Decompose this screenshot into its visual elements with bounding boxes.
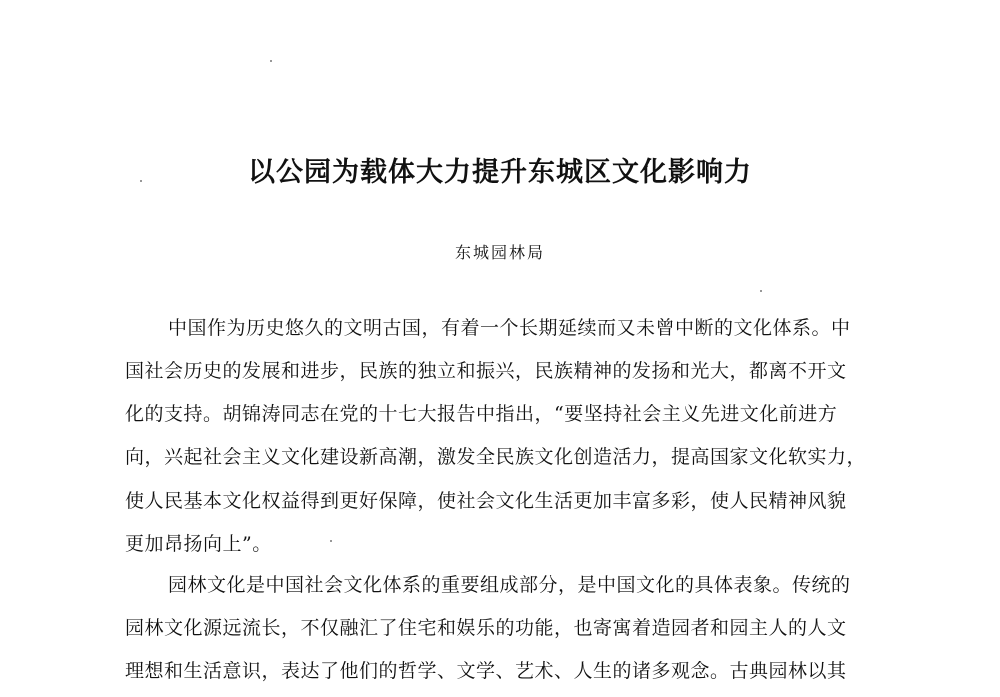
paragraph-1-line-5: 使人民基本文化权益得到更好保障，使社会文化生活更加丰富多彩，使人民精神风貌 [125,490,847,512]
paragraph-1-line-3: 化的支持。胡锦涛同志在党的十七大报告中指出，“要坚持社会主义先进文化前进方 [125,403,838,425]
document-author: 东城园林局 [454,243,545,262]
scan-speck [330,540,332,542]
paragraph-1-line-1: 中国作为历史悠久的文明古国，有着一个长期延续而又未曾中断的文化体系。中 [168,317,851,339]
paragraph-2-line-2: 园林文化源远流长，不仅融汇了住宅和娱乐的功能，也寄寓着造园者和园主人的人文 [125,617,847,639]
document-title: 以公园为载体大力提升东城区文化影响力 [248,157,752,188]
paragraph-1-line-2: 国社会历史的发展和进步，民族的独立和振兴，民族精神的发扬和光大，都离不开文 [125,360,847,382]
paragraph-2-line-1: 园林文化是中国社会文化体系的重要组成部分，是中国文化的具体表象。传统的 [168,574,851,596]
scan-speck [270,60,272,62]
paragraph-1-line-6: 更加昂扬向上”。 [125,533,272,555]
scan-speck [760,290,762,292]
paragraph-2-line-3: 理想和生活意识，表达了他们的哲学、文学、艺术、人生的诸多观念。古典园林以其 [125,660,847,682]
paragraph-1-line-4: 向，兴起社会主义文化建设新高潮，激发全民族文化创造活力，提高国家文化软实力， [125,446,867,468]
